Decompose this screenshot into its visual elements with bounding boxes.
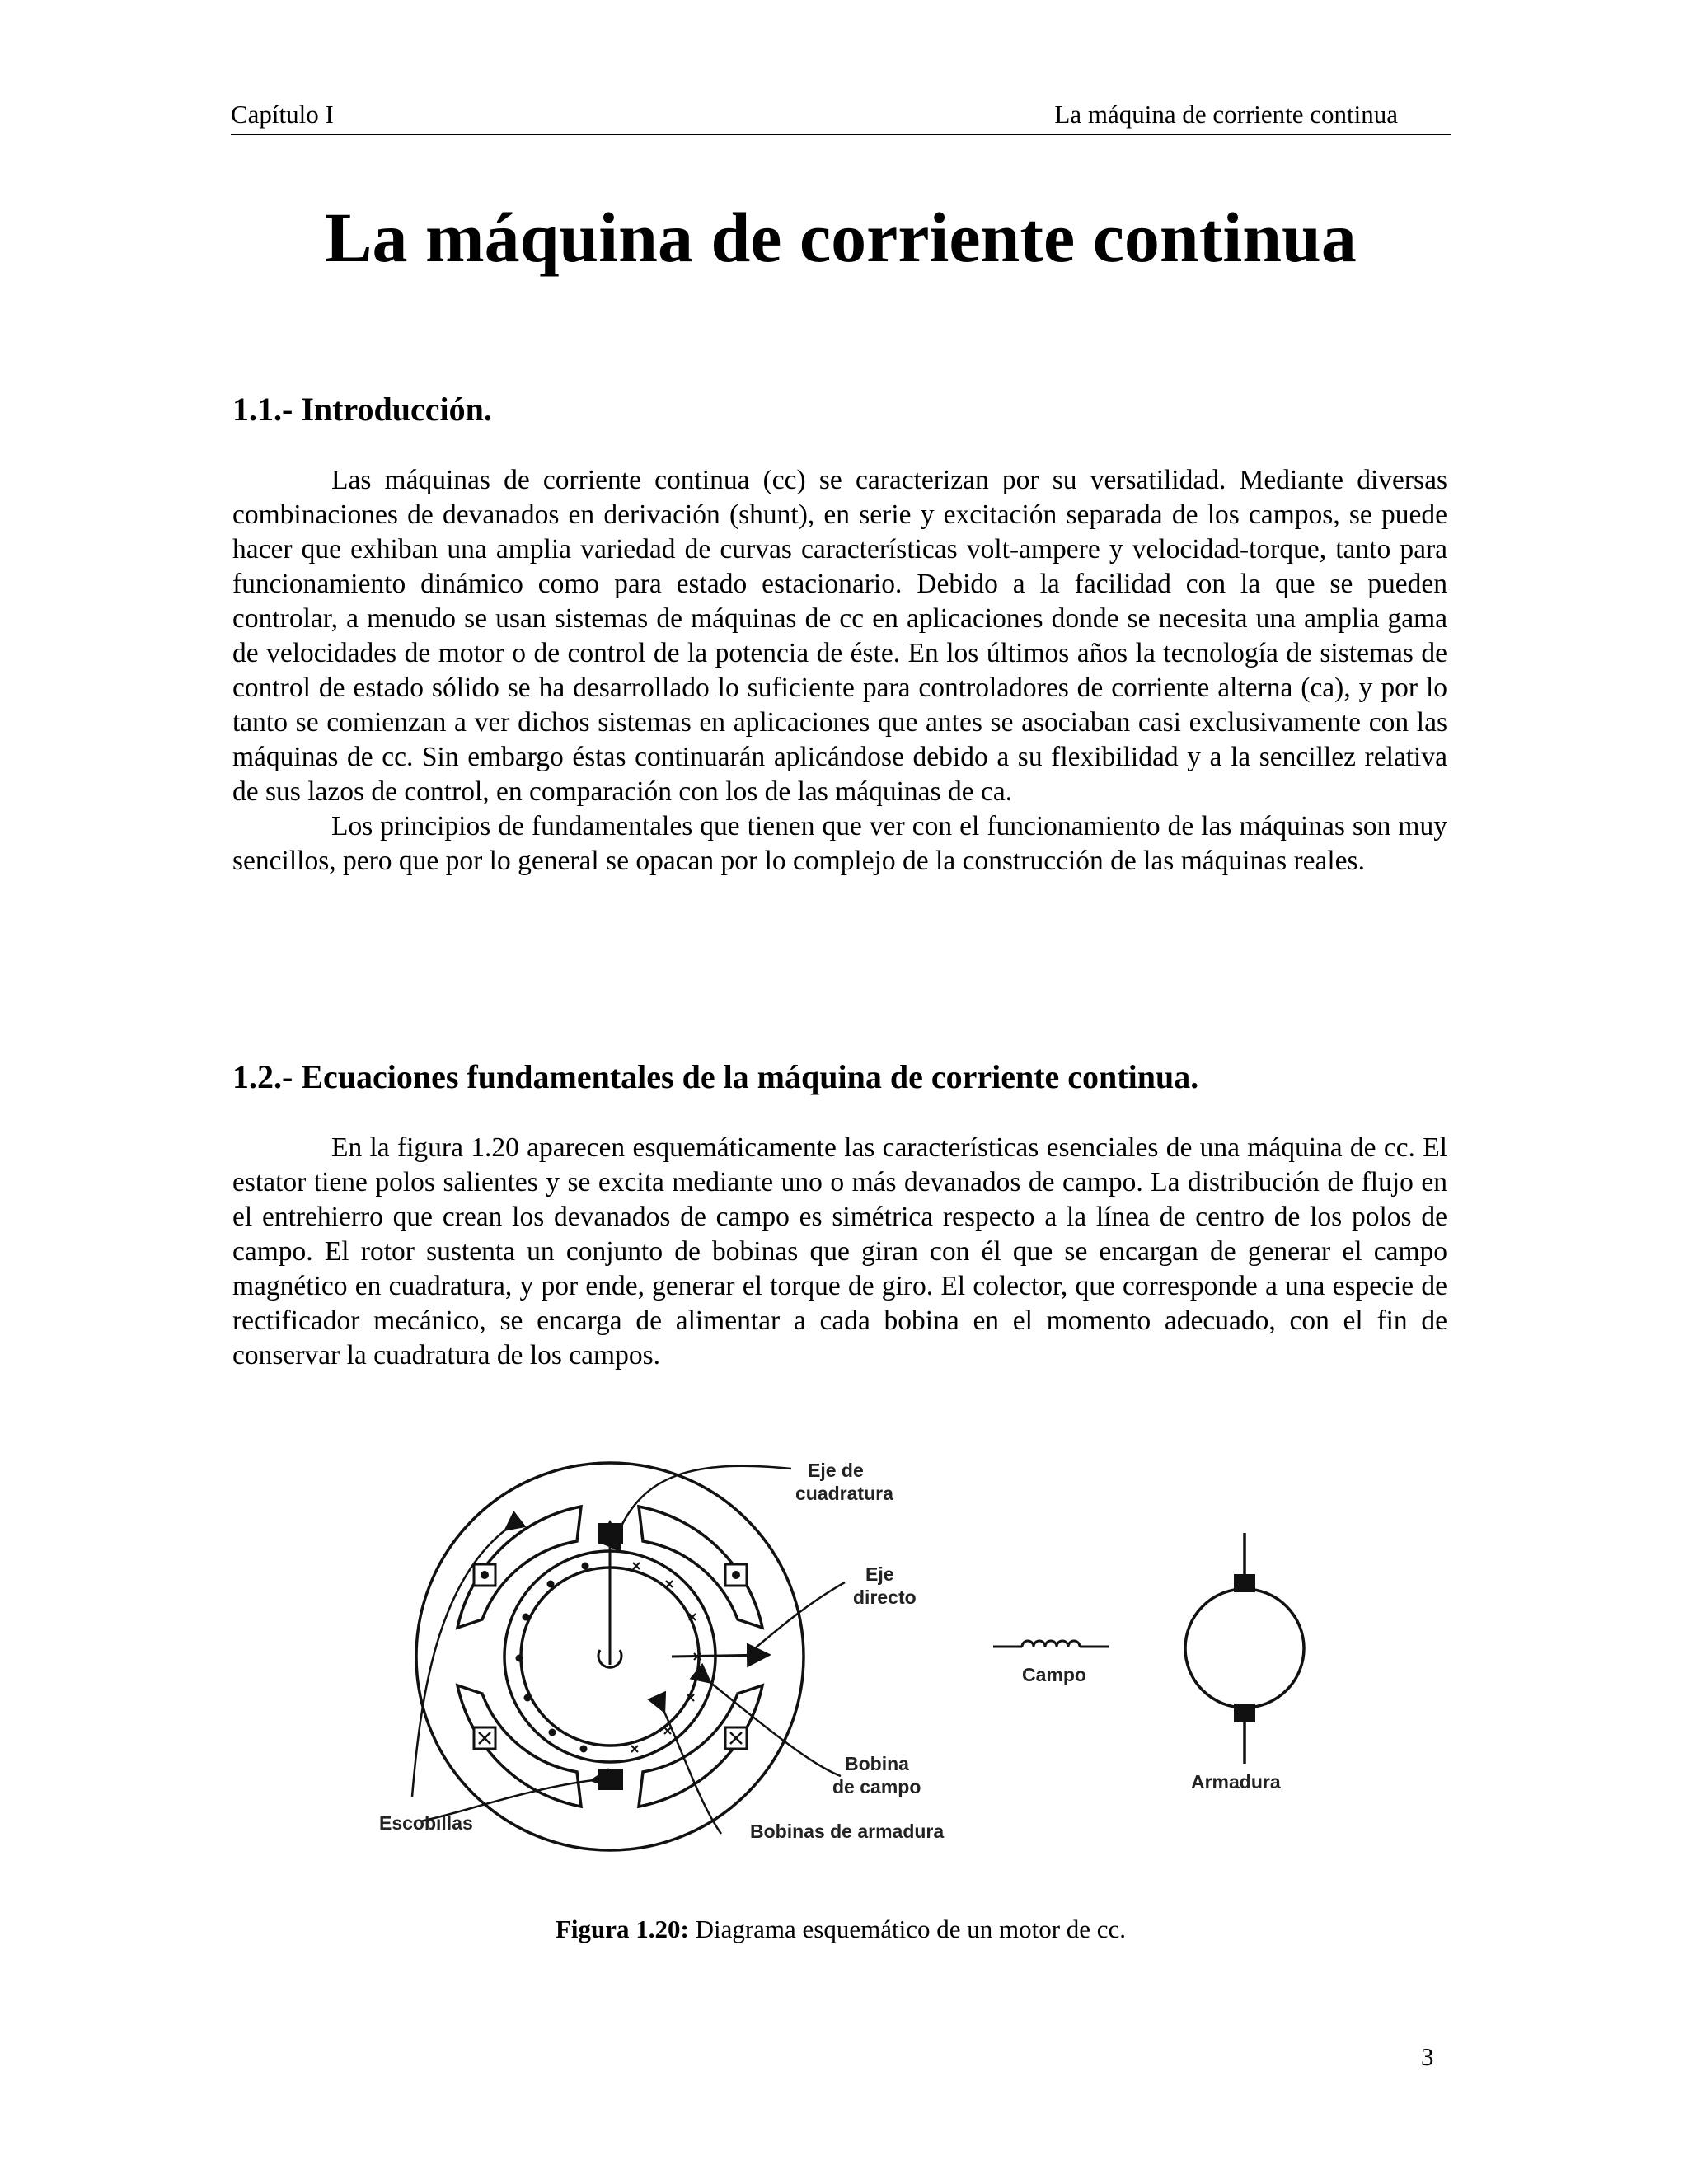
caption-text: Diagrama esquemático de un motor de cc. <box>688 1915 1127 1943</box>
paragraph: En la figura 1.20 aparecen esquemáticamente las características esenciales de una máquina de cc. El estator tiene polos salientes y se excita mediante uno o más devanados de campo. La distribución de flujo en el entrehierro que crean los devanados de campo es simétrica respecto a la línea de centro de los polos de campo. El rotor sustenta un conjunto de bobinas que giran con él que se encargan de generar el campo magnético en cuadratura, y por ende, generar el torque de giro. El colector, que corresponde a una especie de rectificador mecánico, se encarga de alimentar a cada bobina en el momento adecuado, con el fin de conservar la cuadratura de los campos. <box>232 1132 1447 1371</box>
label-direct-axis-1: Eje <box>865 1563 894 1585</box>
figure-caption <box>231 1912 1451 1947</box>
label-field-coil-2: de campo <box>832 1776 921 1797</box>
label-field-coil-1: Bobina <box>845 1753 909 1774</box>
label-direct-axis-2: directo <box>853 1586 917 1608</box>
running-header <box>231 96 1451 135</box>
paragraph: Las máquinas de corriente continua (cc) se caracterizan por su versatilidad. Mediante diversas combinaciones de devanados en derivación (shunt), en serie y excitación separada de los campos, se puede hacer que exhiban una amplia variedad de curvas características volt-ampere y velocidad-torque, tanto para funcionamiento dinámico como para estado estacionario. Debido a la facilidad con la que se pueden controlar, a menudo se usan sistemas de máquinas de cc en aplicaciones donde se necesita una amplia gama de velocidades de motor o de control de la potencia de éste. En los últimos años la tecnología de sistemas de control de estado sólido se ha desarrollado lo suficiente para controladores de corriente alterna (ca), y por lo tanto se comienzan a ver dichos sistemas en aplicaciones que antes se asociaban casi exclusivamente con las máquinas de cc. Sin embargo éstas continuarán aplicándose debido a su flexibilidad y a la sencillez relativa de sus lazos de control, en comparación con los de las máquinas de ca. <box>232 465 1447 807</box>
brush-top <box>598 1523 623 1544</box>
section-heading-introduction: 1.1.- Introducción. <box>232 391 492 428</box>
label-armature: Armadura <box>1191 1771 1281 1793</box>
caption-label: Figura 1.20: <box>555 1915 689 1943</box>
paragraph: Los principios de fundamentales que tienen que ver con el funcionamiento de las máquinas son muy sencillos, pero que por lo general se opacan por lo complejo de la construcción de las máquinas reales. <box>232 811 1447 876</box>
armature-symbol <box>1185 1533 1304 1764</box>
label-quadrature-axis-1: Eje de <box>808 1460 864 1481</box>
dc-motor-schematic <box>363 1426 1335 1871</box>
page-number: 3 <box>1421 2042 1434 2071</box>
label-brushes: Escobillas <box>379 1812 473 1834</box>
section-heading-equations: 1.2.- Ecuaciones fundamentales de la máquina de corriente continua. <box>232 1058 1199 1095</box>
header-title: La máquina de corriente continua <box>1054 100 1398 129</box>
document-title: La máquina de corriente continua <box>325 198 1357 277</box>
label-armature-coils: Bobinas de armadura <box>750 1821 945 1842</box>
label-field: Campo <box>1022 1664 1086 1685</box>
figure-dc-motor-diagram <box>363 1426 1335 1871</box>
header-chapter: Capítulo I <box>231 100 334 129</box>
field-coil-symbol <box>993 1641 1109 1647</box>
label-quadrature-axis-2: cuadratura <box>795 1483 893 1504</box>
brush-bottom <box>598 1769 623 1790</box>
section-equations-body <box>232 1131 1447 1373</box>
section-introduction-body <box>232 463 1447 879</box>
